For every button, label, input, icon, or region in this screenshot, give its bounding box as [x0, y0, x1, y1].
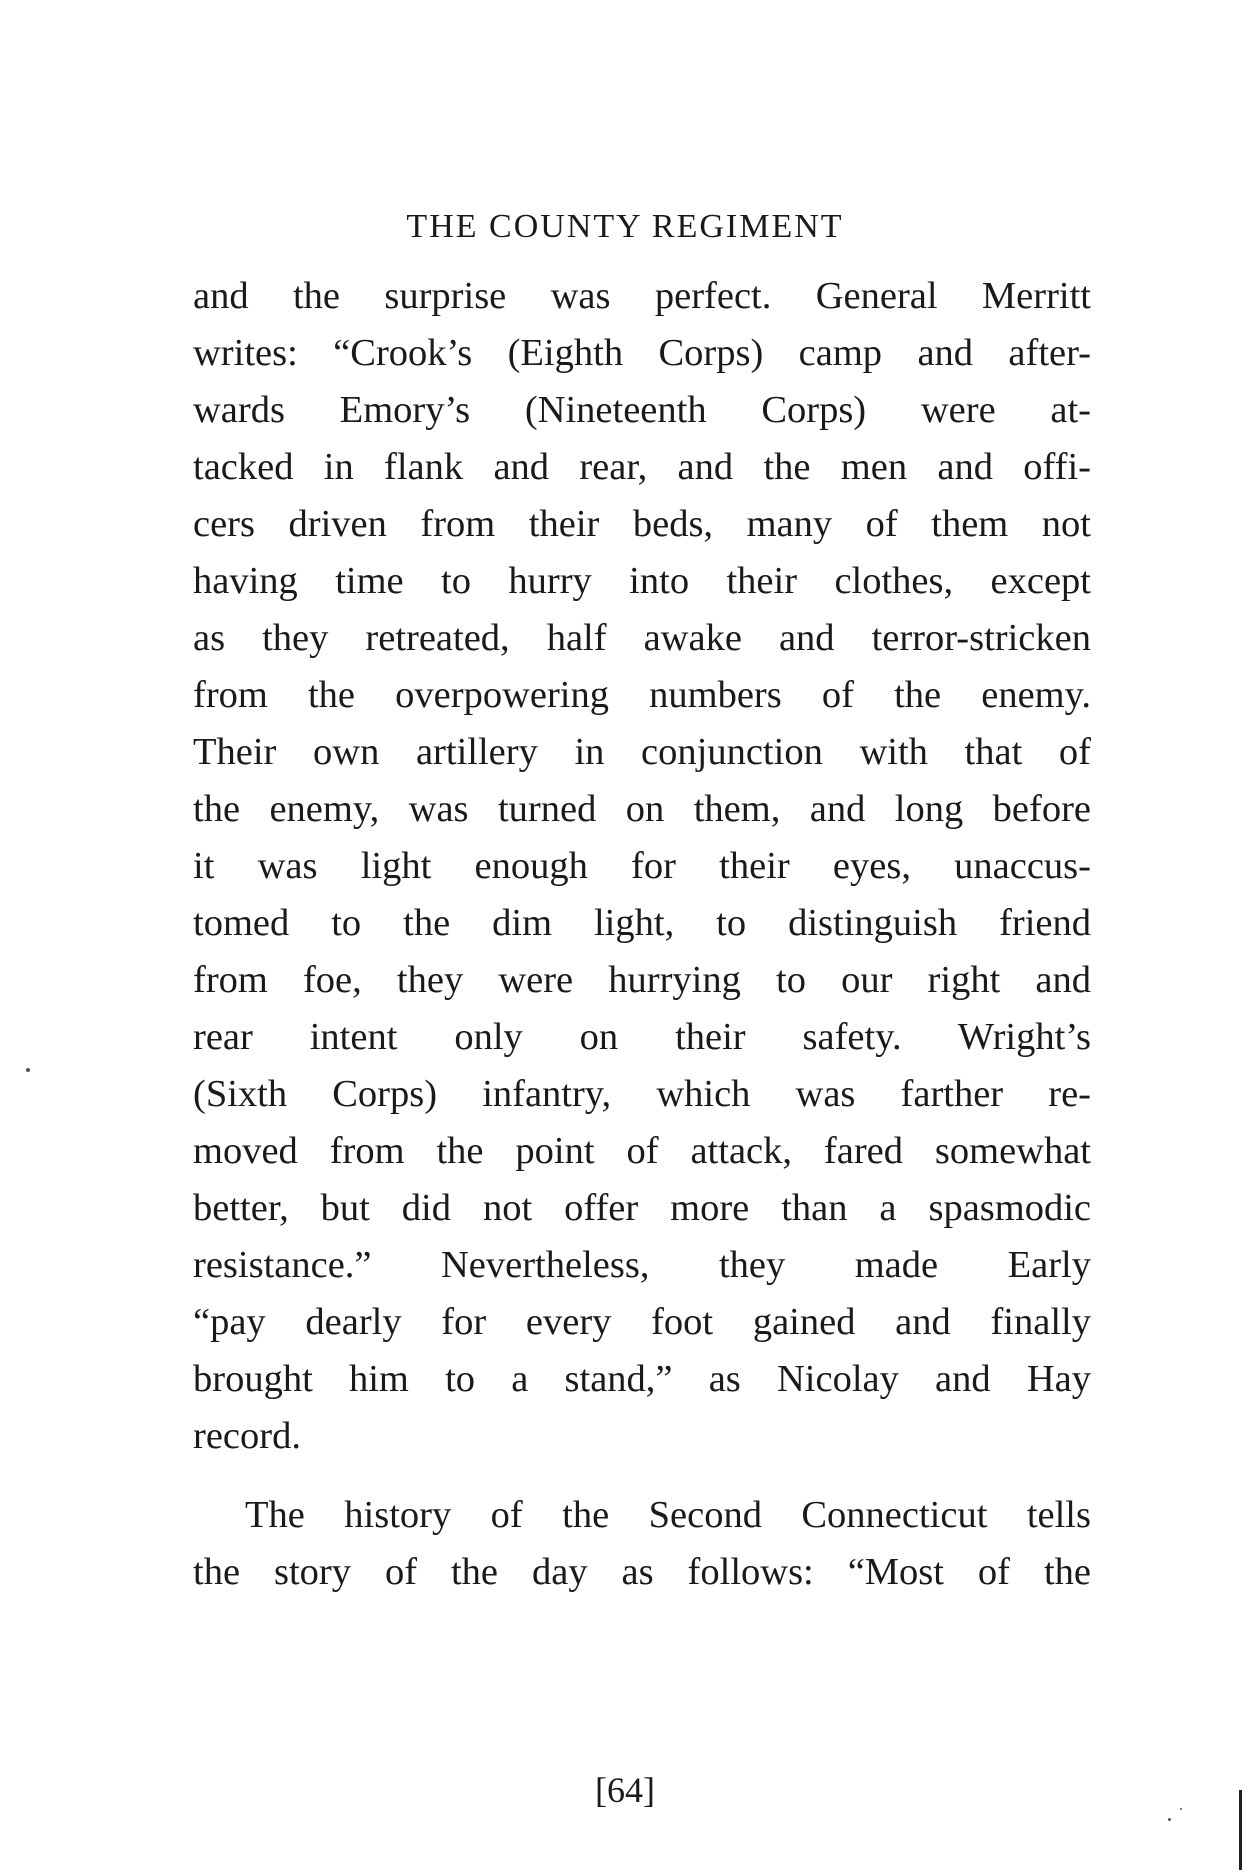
text-line: moved from the point of attack, fared somewhat	[193, 1130, 1091, 1172]
text-line: rear intent only on their safety. Wright’s	[193, 1016, 1091, 1058]
text-line: tacked in flank and rear, and the men and offi-	[193, 446, 1091, 488]
text-line: The history of the Second Connecticut tells	[245, 1494, 1091, 1536]
text-line: the enemy, was turned on them, and long before	[193, 788, 1091, 830]
text-line: wards Emory’s (Nineteenth Corps) were at-	[193, 389, 1091, 431]
text-line: writes: “Crook’s (Eighth Corps) camp and after-	[193, 332, 1091, 374]
ink-speck	[26, 1068, 30, 1072]
page-number: [64]	[595, 1770, 655, 1810]
running-head: THE COUNTY REGIMENT	[406, 208, 844, 245]
text-line: brought him to a stand,” as Nicolay and Hay	[193, 1358, 1091, 1400]
text-line: it was light enough for their eyes, unaccus-	[193, 845, 1091, 887]
text-line: having time to hurry into their clothes, except	[193, 560, 1091, 602]
paragraph-2	[193, 1487, 1091, 1601]
body-text	[193, 268, 1091, 1601]
text-line: cers driven from their beds, many of them not	[193, 503, 1091, 545]
text-line: the story of the day as follows: “Most of the	[193, 1551, 1091, 1593]
text-line: from the overpowering numbers of the enemy.	[193, 674, 1091, 716]
paragraph-1	[193, 268, 1091, 1465]
text-line: record.	[193, 1415, 301, 1457]
paragraph-gap	[193, 1465, 1091, 1487]
scan-edge-mark	[1239, 1790, 1242, 1870]
text-line: (Sixth Corps) infantry, which was farther re-	[193, 1073, 1091, 1115]
ink-speck	[1168, 1818, 1171, 1821]
text-line: Their own artillery in conjunction with that of	[193, 731, 1091, 773]
text-line: better, but did not offer more than a spasmodic	[193, 1187, 1091, 1229]
text-line: “pay dearly for every foot gained and finally	[193, 1301, 1091, 1343]
text-line: as they retreated, half awake and terror-stricken	[193, 617, 1091, 659]
text-line: and the surprise was perfect. General Merritt	[193, 275, 1091, 317]
text-line: tomed to the dim light, to distinguish friend	[193, 902, 1091, 944]
text-line: resistance.” Nevertheless, they made Early	[193, 1244, 1091, 1286]
text-line: from foe, they were hurrying to our right and	[193, 959, 1091, 1001]
ink-speck	[1180, 1808, 1182, 1810]
